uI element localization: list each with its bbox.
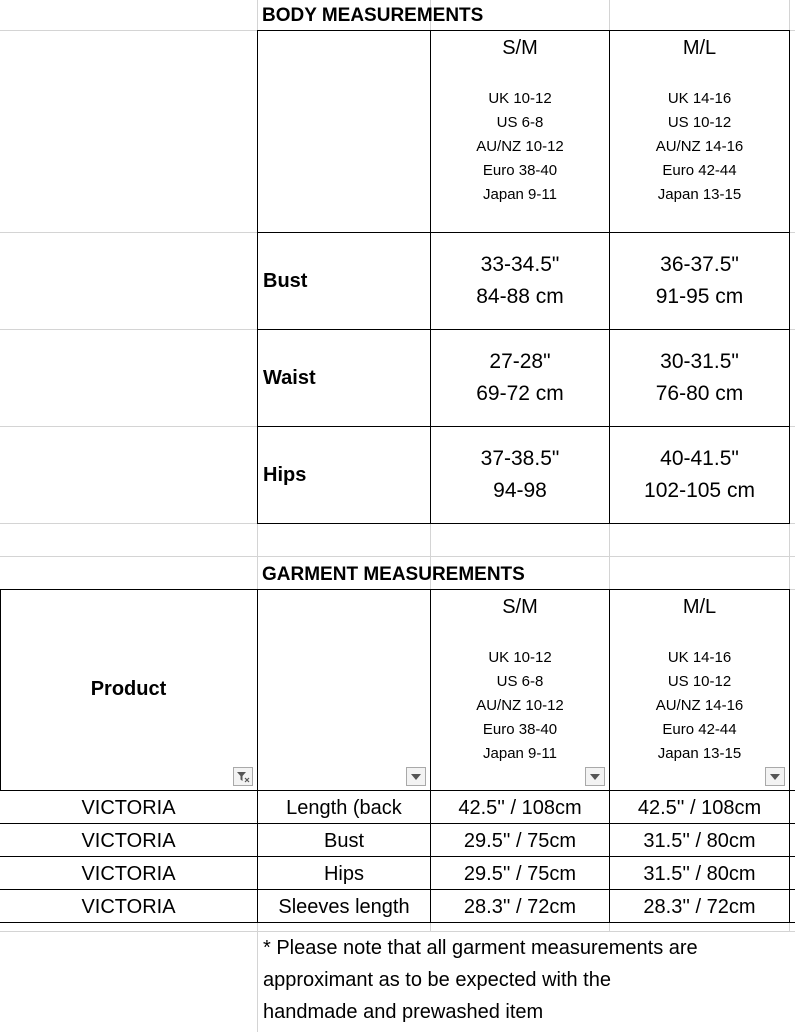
conversion-euro: Euro 42-44	[662, 162, 737, 179]
product-cell: VICTORIA	[81, 830, 176, 852]
garment-section-title: GARMENT MEASUREMENTS	[262, 564, 525, 585]
body-row-label-waist: Waist	[263, 367, 316, 389]
measure-inches: 36-37.5"	[660, 253, 739, 276]
body-bust-sm	[431, 249, 609, 313]
conversion-us: US 6-8	[496, 114, 544, 131]
body-waist-ml	[610, 346, 789, 410]
ml-value-cell: 31.5'' / 80cm	[643, 830, 756, 852]
ml-filter-button[interactable]	[765, 767, 785, 786]
note-line: handmade and prewashed item	[263, 1001, 544, 1023]
body-table-divider	[257, 329, 790, 330]
body-waist-sm	[431, 346, 609, 410]
conversion-japan: Japan 9-11	[483, 745, 557, 762]
gridline	[0, 556, 795, 557]
sm-value-cell: 29.5'' / 75cm	[463, 863, 577, 885]
conversion-uk: UK 14-16	[667, 649, 732, 666]
measure-cell: Sleeves length	[278, 896, 410, 918]
sm-value-cell: 29.5'' / 75cm	[463, 830, 577, 852]
garment-size-conversions-sm	[431, 646, 609, 766]
measure-filter-button[interactable]	[406, 767, 426, 786]
conversion-au-nz: AU/NZ 10-12	[476, 697, 564, 714]
ml-value-cell: 28.3'' / 72cm	[643, 896, 756, 918]
measurement-note	[263, 932, 783, 1028]
garment-size-conversions-ml	[610, 646, 789, 766]
measure-cm: 76-80 cm	[655, 382, 744, 405]
sm-value-cell: 28.3'' / 72cm	[463, 896, 577, 918]
conversion-euro: Euro 42-44	[662, 721, 737, 738]
garment-row-divider	[789, 790, 790, 923]
conversion-euro: Euro 38-40	[482, 721, 558, 738]
product-cell: VICTORIA	[81, 797, 176, 819]
conversion-japan: Japan 13-15	[657, 186, 742, 203]
conversion-us: US 10-12	[667, 673, 732, 690]
measure-inches: 27-28"	[489, 350, 551, 373]
conversion-japan: Japan 9-11	[483, 186, 557, 203]
body-row-label-bust: Bust	[263, 270, 308, 292]
filter-active-icon	[236, 771, 250, 783]
conversion-uk: UK 14-16	[667, 90, 732, 107]
garment-size-header-sm: S/M	[502, 596, 538, 618]
measure-cm: 102-105 cm	[644, 479, 755, 502]
conversion-uk: UK 10-12	[488, 649, 552, 666]
measure-cell: Length (back	[286, 797, 402, 819]
note-line: * Please note that all garment measurements are	[263, 937, 698, 959]
sm-value-cell: 42.5'' / 108cm	[458, 797, 582, 819]
conversion-uk: UK 10-12	[488, 90, 552, 107]
conversion-au-nz: AU/NZ 14-16	[655, 138, 744, 155]
dropdown-arrow-icon	[411, 774, 421, 780]
body-size-header-ml: M/L	[682, 37, 717, 59]
dropdown-arrow-icon	[770, 774, 780, 780]
measure-cm: 91-95 cm	[655, 285, 744, 308]
conversion-japan: Japan 13-15	[657, 745, 742, 762]
note-line: approximant as to be expected with the	[263, 969, 611, 991]
measure-cm: 94-98	[493, 479, 547, 502]
conversion-au-nz: AU/NZ 10-12	[476, 138, 564, 155]
product-cell: VICTORIA	[81, 896, 176, 918]
body-bust-ml	[610, 249, 789, 313]
sm-filter-button[interactable]	[585, 767, 605, 786]
body-row-label-hips: Hips	[263, 464, 307, 486]
product-filter-button[interactable]	[233, 767, 253, 786]
ml-value-cell: 31.5'' / 80cm	[643, 863, 756, 885]
body-table-divider	[257, 426, 790, 427]
measure-inches: 30-31.5"	[660, 350, 739, 373]
body-hips-ml	[610, 443, 789, 507]
body-hips-sm	[431, 443, 609, 507]
measure-cm: 69-72 cm	[476, 382, 564, 405]
measure-inches: 37-38.5"	[480, 447, 560, 470]
measure-inches: 40-41.5"	[660, 447, 739, 470]
measure-cm: 84-88 cm	[476, 285, 564, 308]
body-size-conversions-ml	[610, 87, 789, 207]
product-cell: VICTORIA	[81, 863, 176, 885]
dropdown-arrow-icon	[590, 774, 600, 780]
measure-cell: Hips	[323, 863, 364, 885]
garment-header-divider	[257, 589, 258, 791]
conversion-us: US 6-8	[496, 673, 544, 690]
ml-value-cell: 42.5'' / 108cm	[637, 797, 762, 819]
measure-cell: Bust	[323, 830, 365, 852]
garment-size-header-ml: M/L	[682, 596, 717, 618]
measure-inches: 33-34.5"	[480, 253, 560, 276]
conversion-us: US 10-12	[667, 114, 732, 131]
body-section-title: BODY MEASUREMENTS	[262, 5, 484, 26]
body-size-header-sm: S/M	[502, 37, 538, 59]
conversion-euro: Euro 38-40	[482, 162, 558, 179]
body-size-conversions-sm	[431, 87, 609, 207]
body-table-divider	[257, 232, 790, 233]
product-column-header: Product	[90, 678, 167, 700]
conversion-au-nz: AU/NZ 14-16	[655, 697, 744, 714]
